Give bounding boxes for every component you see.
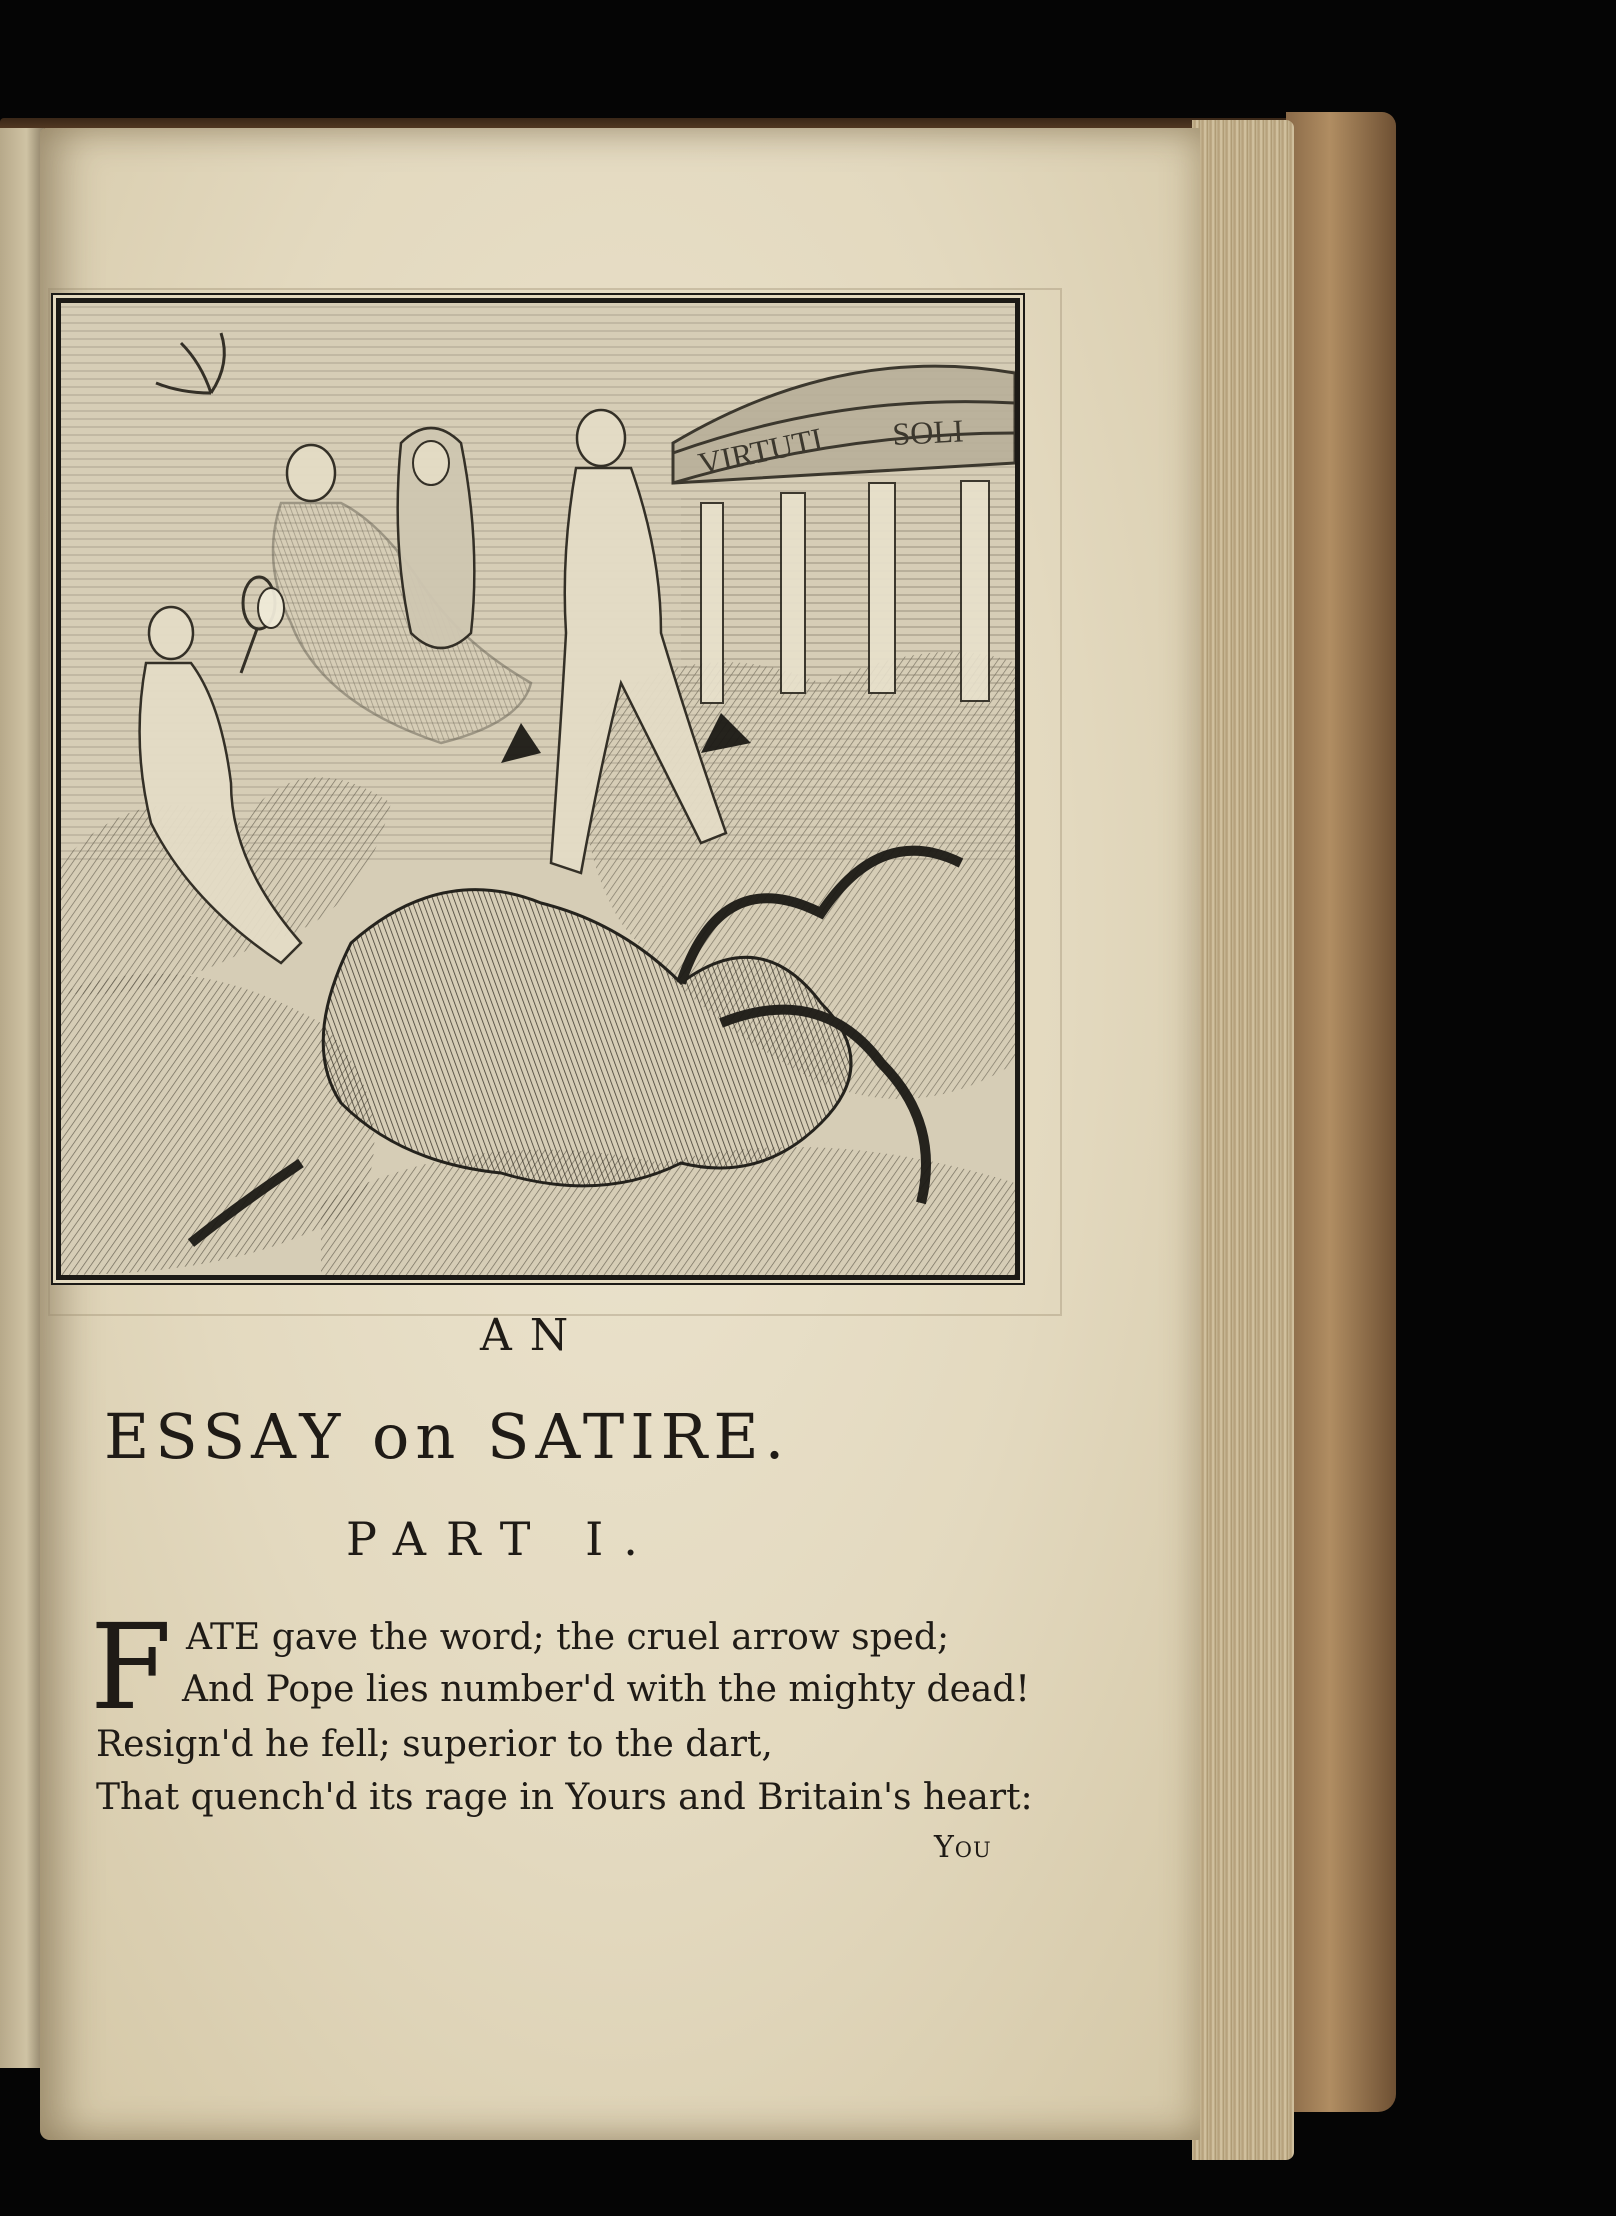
catchword: You bbox=[934, 1830, 992, 1865]
poem-line-3: Resign'd he fell; superior to the dart, bbox=[96, 1724, 773, 1765]
page-edges bbox=[1192, 120, 1294, 2160]
drop-cap: F bbox=[90, 1598, 172, 1736]
poem-line-1: ATE gave the word; the cruel arrow sped; bbox=[186, 1617, 950, 1658]
frontispiece-engraving bbox=[56, 298, 1020, 1280]
veiled-figure bbox=[398, 428, 475, 648]
part-heading: PART I. bbox=[346, 1512, 658, 1566]
temple bbox=[673, 366, 1015, 703]
temple-inscription-right: SOLI bbox=[891, 412, 965, 452]
heading-an: AN bbox=[480, 1310, 587, 1361]
poem-line-2: And Pope lies number'd with the mighty dead! bbox=[182, 1669, 1030, 1710]
temple-inscription-left: VIRTUTI bbox=[694, 420, 826, 482]
previous-page-edge bbox=[0, 128, 44, 2068]
book-cover-edge bbox=[1286, 112, 1396, 2112]
engraving-illustration bbox=[61, 303, 1015, 1275]
poem-line-4: That quench'd its rage in Yours and Britain's heart: bbox=[96, 1777, 1033, 1818]
essay-title: ESSAY on SATIRE. bbox=[104, 1400, 791, 1473]
